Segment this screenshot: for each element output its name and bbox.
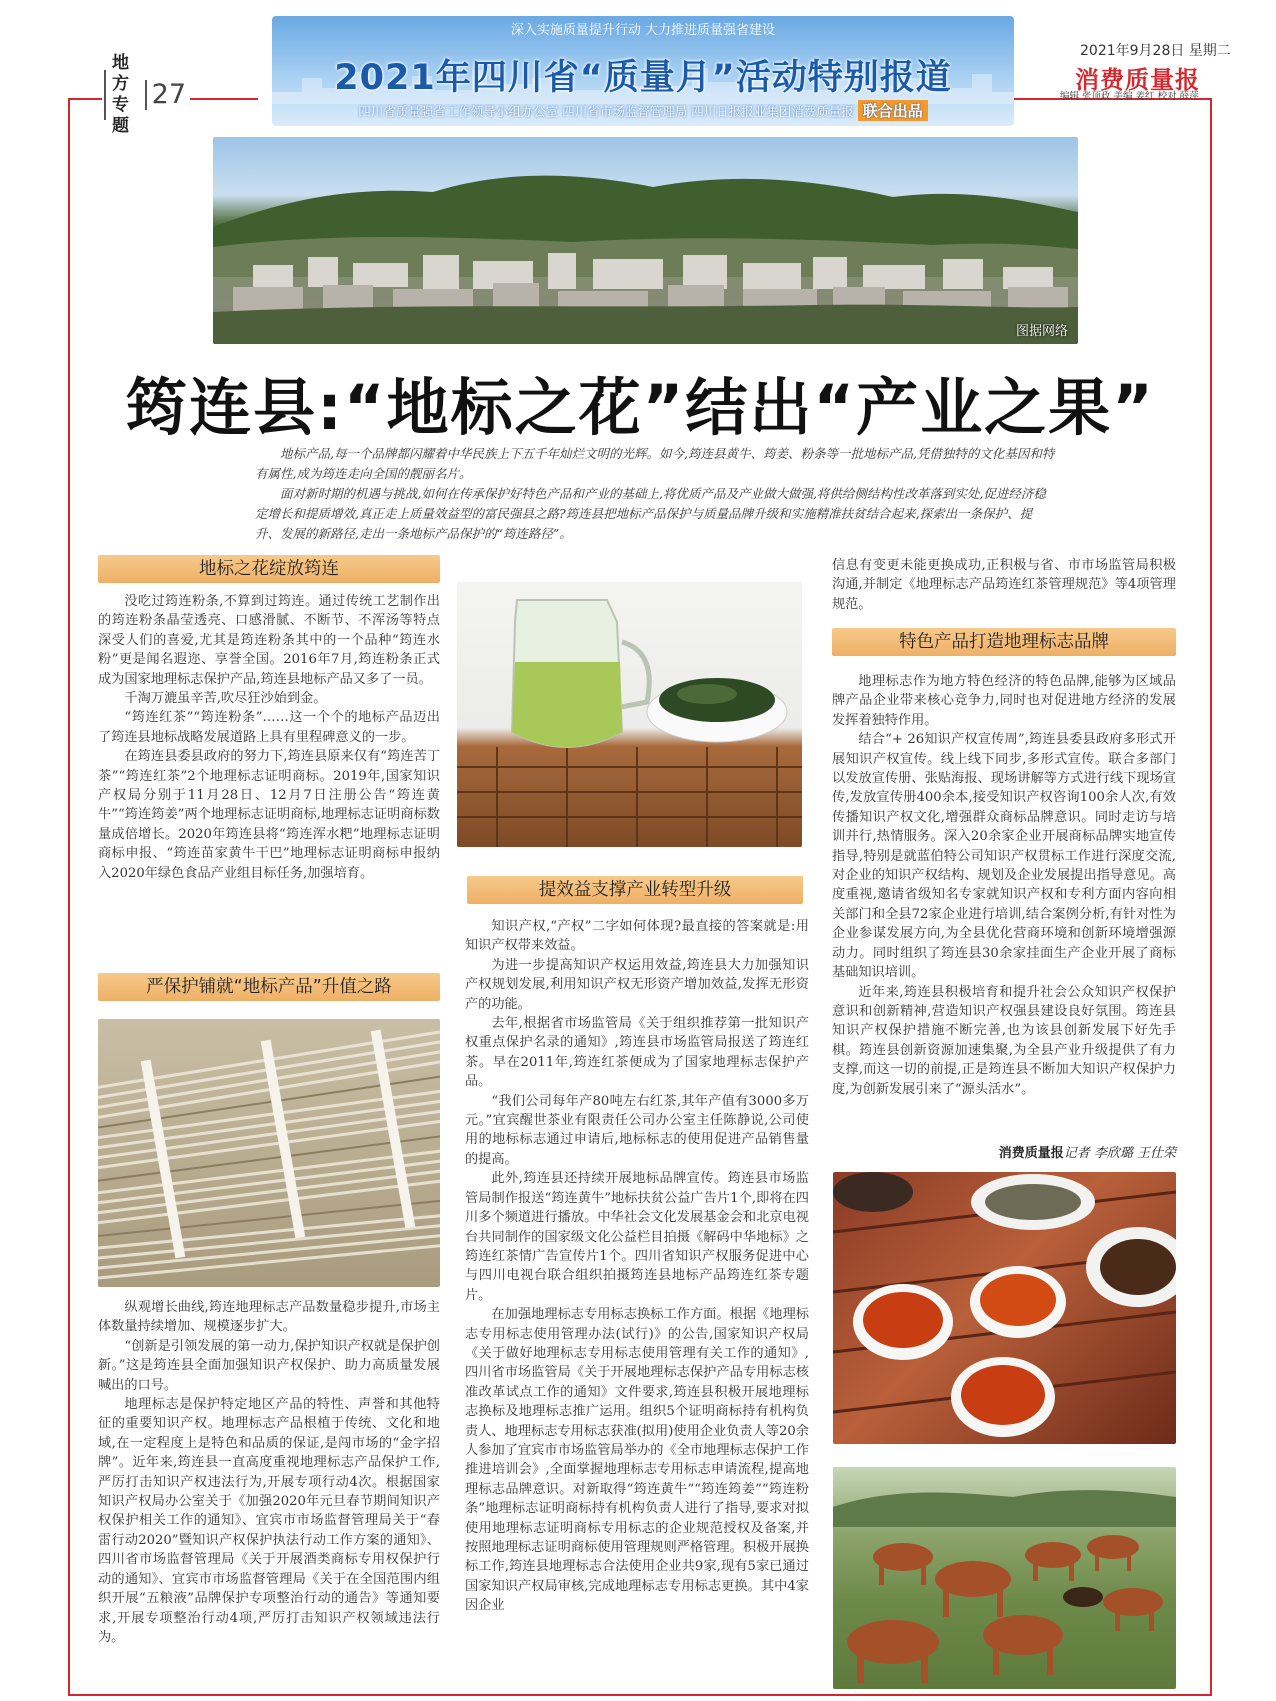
column-1-bottom [98,1298,440,1647]
subheading-brand: 特色产品打造地理标志品牌 [832,628,1176,656]
subheading-protection: 严保护铺就“地标产品”升值之路 [98,973,440,1001]
page-frame-top [68,98,102,100]
page-frame-left [68,98,70,1696]
paragraph: 结合“+ 26知识产权宣传周”,筠连县委县政府多形式开展知识产权宣传。线上线下同步,多形式宣传。联合多部门以发放宣传册、张贴海报、现场讲解等方式进行线下现场宣传,发放宣传册400余本,接受知识产权咨询100余人次,有效传播知识产权文化,增强群众商标品牌意识。同时走访与培训并行,热情服务。深入20余家企业开展商标品牌实地宣传指导,特别是就蓝伯特公司知识产权贯标工作进行深度交流,对企业的知识产权结构、规划及企业发展提出指导意见。高度重视,邀请省级知名专家就知识产权和专利方面内容向相关部门和全县72家企业进行培训,结合案例分析,有针对性为企业参谋发展方向,为全县优化营商环境和创新环境增强源动力。同时组织了筠连县30余家挂面生产企业开展了商标基础知识培训。 [832,732,1176,981]
paragraph: 千淘万漉虽辛苦,吹尽狂沙始到金。 [124,691,327,707]
subheading-flower: 地标之花绽放筠连 [98,555,440,583]
joint-production-badge: 联合出品 [858,100,928,121]
column-3-top [832,556,1176,614]
banner-title: 2021年四川省“质量月”活动特别报道 [334,58,952,98]
green-tea-photo [457,582,802,847]
special-report-banner [272,16,1014,126]
paragraph: 纵观增长曲线,筠连地理标志产品数量稳步提升,市场主体数量持续增加、规模逐步扩大。 [98,1300,440,1335]
paragraph: 此外,筠连县还持续开展地标品牌宣传。筠连县市场监管局制作报送“筠连黄牛”地标扶贫公益广告片1个,即将在四川多个频道进行播放。中华社会文化发展基金会和北京电视台共同制作的国家级文化公益栏目拍摄《解码中华地标》之筠连红茶情广告宣传片1个。四川省知识产权服务促进中心与四川电视台联合组织拍摄筠连县地标产品筠连红茶专题片。 [465,1171,809,1303]
paragraph: 知识产权,“产权”二字如何体现?最直接的答案就是:用知识产权带来效益。 [465,919,809,954]
black-tea-graphic [833,1172,1176,1444]
black-tea-photo [833,1172,1176,1444]
paragraph: 在加强地理标志专用标志换标工作方面。根据《地理标志专用标志使用管理办法(试行)》的公告,国家知识产权局《关于做好地理标志专用标志使用管理有关工作的通知》,四川省市场监管局《关于开展地理标志保护产品专用标志核准改革试点工作的通知》文件要求,筠连县积极开展地理标志换标及地理标志推广运用。组织5个证明商标持有机构负责人、地理标志专用标志获准(拟用)使用企业负责人等20余人参加了宜宾市市场监管局举办的《全市地理标志保护工作推进培训会》,全面掌握地理标志专用标志申请流程,提高地理标志品牌意识。对新取得“筠连黄牛”“筠连筠姜”“筠连粉条”地理标志证明商标持有机构负责人进行了指导,要求对拟使用地理标志证明商标专用标志的企业规范授权及备案,并按照地理标志证明商标使用管理规则严格管理。积极开展换标工作,筠连县地理标志合法使用企业共9家,现有5家已通过国家知识产权局审核,完成地理标志专用标志更换。其中4家因企业 [465,1307,809,1614]
byline [832,1142,1176,1161]
page-frame-bottom [68,1694,1212,1696]
county-panorama-photo [213,137,1078,344]
article-lead [255,444,1055,544]
banner-slogan: 深入实施质量提升行动 大力推进质量强省建设 [510,23,776,38]
noodles-photo [98,1019,440,1287]
page-number: 27 [145,80,186,110]
paragraph: 去年,根据省市场监管局《关于组织推荐第一批知识产权重点保护名录的通知》,筠连县市场监管局报送了筠连红茶。早在2011年,筠连红茶便成为了国家地理标志保护产品。 [465,1016,809,1090]
paragraph: “筠连红茶”“筠连粉条”……这一个个的地标产品迈出了筠连县地标战略发展道路上具有里程碑意义的一步。 [98,710,440,745]
issue-date: 2021年9月28日 星期二 [1080,43,1231,59]
yellow-cattle-photo [833,1467,1176,1689]
column-2 [465,917,809,1616]
panorama-graphic [213,137,1078,344]
paragraph: 为进一步提高知识产权运用效益,筠连县大力加强知识产权规划发展,利用知识产权无形资产增加效益,发挥无形资产的功能。 [465,957,809,1012]
lead-paragraph: 面对新时期的机遇与挑战,如何在传承保护好特色产品和产业的基础上,将优质产品及产业做大做强,将供给侧结构性改革落到实处,促进经济稳定增长和提质增效,真正走上质量效益型的富民强县之路?筠连县把地标产品保护与质量品牌升级和实施精准扶贫结合起来,探索出一条保护、提升、发展的新路径,走出一条地标产品保护的“筠连路径”。 [255,486,1046,541]
section-name: 地方专题 [112,53,129,136]
subheading-efficiency: 提效益支撑产业转型升级 [467,876,803,904]
editor-credits: 编辑 张顶政 美编 姜红 校对 薛萍 [1060,91,1199,102]
byline-reporters: 记者 李欣璐 王仕荣 [1063,1146,1176,1161]
paragraph: 地理标志作为地方特色经济的特色品牌,能够为区域品牌产品企业带来核心竞争力,同时也对促进地方经济的发展发挥着独特作用。 [832,674,1176,728]
banner-publishers-text: 四川省质量强省工作领导小组办公室 四川省市场监督管理局 四川日报报业集团消费质量报 [358,104,854,119]
page-title: 筠连县:“地标之花”结出“产业之果” [125,371,1155,444]
cattle-graphic [833,1467,1176,1689]
paragraph: 在筠连县委县政府的努力下,筠连县原来仅有“筠连苦丁茶”“筠连红茶”2个地理标志证明商标。2019年,国家知识产权局分别于11月28日、12月7日注册公告“筠连黄牛”“筠连筠姜”两个地理标志证明商标,地理标志证明商标数量成倍增长。2020年筠连县将“筠连浑水粑”地理标志证明商标申报、“筠连苗家黄牛干巴”地理标志证明商标申报纳入2020年绿色食品产业组目标任务,加强培育。 [98,749,440,881]
noodles-graphic [98,1019,440,1287]
column-1-top [98,592,440,883]
lead-paragraph: 地标产品,每一个品牌都闪耀着中华民族上下五千年灿烂文明的光辉。如今,筠连县黄牛、筠姜、粉条等一批地标产品,凭借独特的文化基因和特有属性,成为筠连走向全国的靓丽名片。 [255,446,1055,481]
banner-publishers [272,100,1014,121]
page-frame-top [190,98,258,100]
newspaper-logo: 消费质量报 [1075,66,1200,94]
tea-graphic [457,582,802,847]
section-marker [104,53,186,136]
page-frame-right [1210,98,1212,1696]
paragraph: 近年来,筠连县积极培育和提升社会公众知识产权保护意识和创新精神,营造知识产权强县建设良好氛围。筠连县知识产权保护措施不断完善,也为该县创新发展下好先手棋。筠连县创新资源加速集聚,为全县产业升级提供了有力支撑,而这一切的前提,正是筠连县不断加大知识产权保护力度,为创新发展引来了“源头活水”。 [832,984,1176,1097]
paragraph: “我们公司每年产80吨左右红茶,其年产值有3000多万元。”宜宾醒世茶业有限责任公司办公室主任陈静说,公司使用的地标标志通过申请后,地标标志的使用促进产品销售量的提高。 [465,1093,809,1167]
byline-paper: 消费质量报 [998,1146,1064,1161]
paragraph: “创新是引领发展的第一动力,保护知识产权就是保护创新。”这是筠连县全面加强知识产权保护、助力高质量发展喊出的口号。 [98,1338,440,1393]
paragraph: 地理标志是保护特定地区产品的特性、声誉和其他特征的重要知识产权。地理标志产品根植于传统、文化和地域,在一定程度上是特色和品质的保证,是闯市场的“金字招牌”。近年来,筠连县一直高度重视地理标志产品保护工作,严厉打击知识产权违法行为,开展专项行动4次。根据国家知识产权局办公室关于《加强2020年元旦春节期间知识产权保护相关工作的通知》、宜宾市市场监督管理局关于“春雷行动2020”暨知识产权保护执法行动工作方案的通知》、四川省市场监督管理局《关于开展酒类商标专用权保护行动的通知》、宜宾市市场监督管理局《关于在全国范围内组织开展“五粮液”品牌保护专项整治行动的通告》等通知要求,开展专项整治行动4项,严厉打击知识产权领域违法行为。 [98,1397,440,1645]
photo-source: 图据网络 [1015,324,1068,339]
column-3 [832,672,1176,1099]
paragraph: 没吃过筠连粉条,不算到过筠连。通过传统工艺制作出的筠连粉条晶莹透亮、口感滑腻、不断节、不浑汤等特点深受人们的喜爱,尤其是筠连粉条其中的一个品种“筠连水粉”更是闻名遐迩、享誉全国。2016年7月,筠连粉条正式成为国家地理标志保护产品,筠连县地标产品又多了一员。 [98,594,440,687]
paragraph: 信息有变更未能更换成功,正积极与省、市市场监管局积极沟通,并制定《地理标志产品筠连红茶管理规范》等4项管理规范。 [832,558,1176,612]
